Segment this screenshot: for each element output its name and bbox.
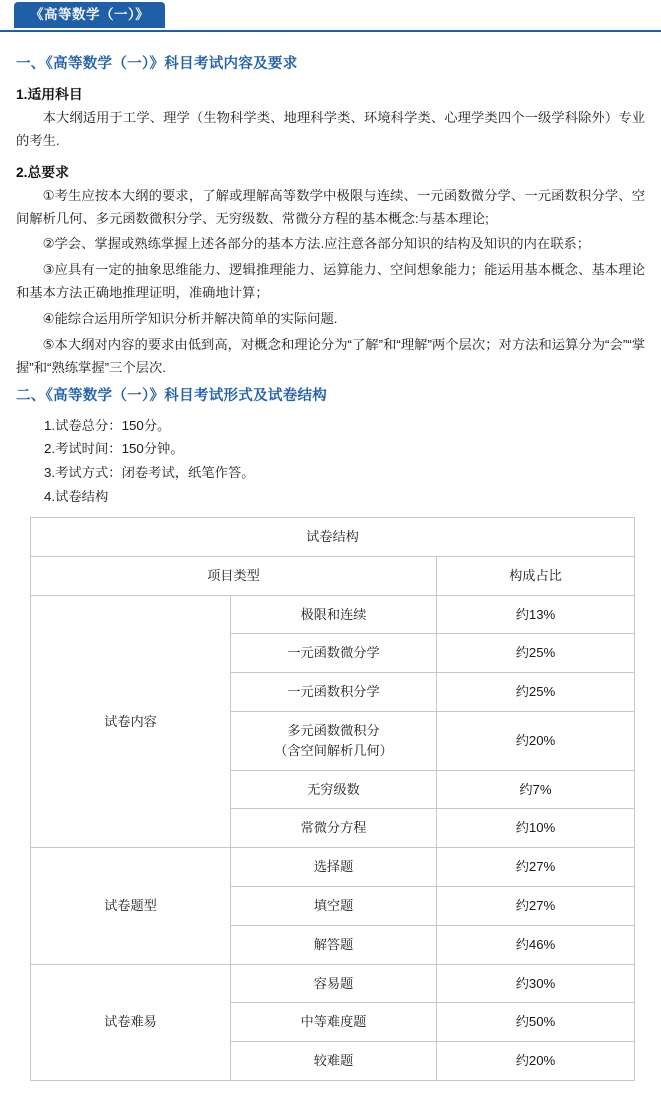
cell-item: 填空题 [231, 887, 437, 926]
cell-ratio: 约30% [437, 964, 635, 1003]
table-row [31, 964, 635, 1003]
table-row [31, 848, 635, 887]
exam-form-item-3: 3.考试方式：闭卷考试，纸笔作答。 [44, 465, 255, 481]
cell-ratio: 约50% [437, 1003, 635, 1042]
cell-ratio: 约25% [437, 673, 635, 712]
exam-form-item-1: 1.试卷总分：150分。 [44, 417, 171, 433]
table-row [31, 595, 635, 634]
requirement-item-2: ②学会、掌握或熟练掌握上述各部分的基本方法.应注意各部分知识的结构及知识的内在联系； [42, 236, 591, 252]
header-bar [0, 0, 661, 32]
table-col-header-item-type: 项目类型 [31, 556, 437, 595]
cell-item-line-2: （含空间解析几何） [274, 742, 393, 758]
paper-structure-table [30, 517, 635, 1081]
cell-item: 常微分方程 [231, 809, 437, 848]
section-1-sub-2-title: 2.总要求 [16, 164, 69, 180]
cell-item: 较难题 [231, 1042, 437, 1081]
cell-item: 无穷级数 [231, 770, 437, 809]
cell-ratio: 约27% [437, 848, 635, 887]
cell-item: 容易题 [231, 964, 437, 1003]
group-label-question-type: 试卷题型 [31, 848, 231, 964]
cell-ratio: 约20% [437, 1042, 635, 1081]
cell-item: 解答题 [231, 925, 437, 964]
requirement-item-3: ③应具有一定的抽象思维能力、逻辑推理能力、运算能力、空间想象能力；能运用基本概念、基本理论和基本方法正确地推理证明，准确地计算； [16, 262, 645, 301]
paper-structure-table-wrap [30, 517, 645, 1081]
table-header-row [31, 556, 635, 595]
section-1-sub-1-body: 本大纲适用于工学、理学（生物科学类、地理科学类、环境科学类、心理学类四个一级学科除外）专业的考生. [16, 110, 645, 148]
cell-item [231, 712, 437, 771]
document-title-tab: 《高等数学（一）》 [14, 2, 165, 28]
cell-item: 极限和连续 [231, 595, 437, 634]
cell-ratio: 约13% [437, 595, 635, 634]
cell-item: 一元函数微分学 [231, 634, 437, 673]
cell-ratio: 约46% [437, 925, 635, 964]
requirement-item-4: ④能综合运用所学知识分析并解决简单的实际问题. [42, 311, 338, 327]
cell-ratio: 约10% [437, 809, 635, 848]
table-col-header-ratio: 构成占比 [437, 556, 635, 595]
table-caption: 试卷结构 [31, 518, 635, 557]
table-caption-row [31, 518, 635, 557]
cell-item: 一元函数积分学 [231, 673, 437, 712]
group-label-paper-content: 试卷内容 [31, 595, 231, 848]
group-label-difficulty: 试卷难易 [31, 964, 231, 1080]
document-content [0, 32, 661, 509]
section-2-title: 二、《高等数学（一）》科目考试形式及试卷结构 [16, 387, 328, 404]
cell-ratio: 约27% [437, 887, 635, 926]
cell-item: 中等难度题 [231, 1003, 437, 1042]
cell-ratio: 约25% [437, 634, 635, 673]
exam-form-item-4: 4.试卷结构 [44, 489, 109, 505]
cell-ratio: 约20% [437, 712, 635, 771]
section-1-sub-1-title: 1.适用科目 [16, 87, 83, 102]
section-1-title: 一、《高等数学（一）》科目考试内容及要求 [16, 56, 298, 72]
cell-ratio: 约7% [437, 770, 635, 809]
requirement-item-1: ①考生应按本大纲的要求，了解或理解高等数学中极限与连续、一元函数微分学、一元函数积分学、空间解析几何、多元函数微积分学、无穷级数、常微分方程的基本概念:与基本理论; [16, 187, 645, 226]
cell-item-line-1: 多元函数微积分 [287, 723, 380, 739]
exam-form-item-2: 2.考试时间：150分钟。 [44, 441, 184, 457]
requirement-item-5: ⑤本大纲对内容的要求由低到高，对概念和理论分为“了解”和“理解”两个层次；对方法和运算分为“会”“掌握”和“熟练掌握”三个层次. [16, 336, 645, 375]
cell-item: 选择题 [231, 848, 437, 887]
